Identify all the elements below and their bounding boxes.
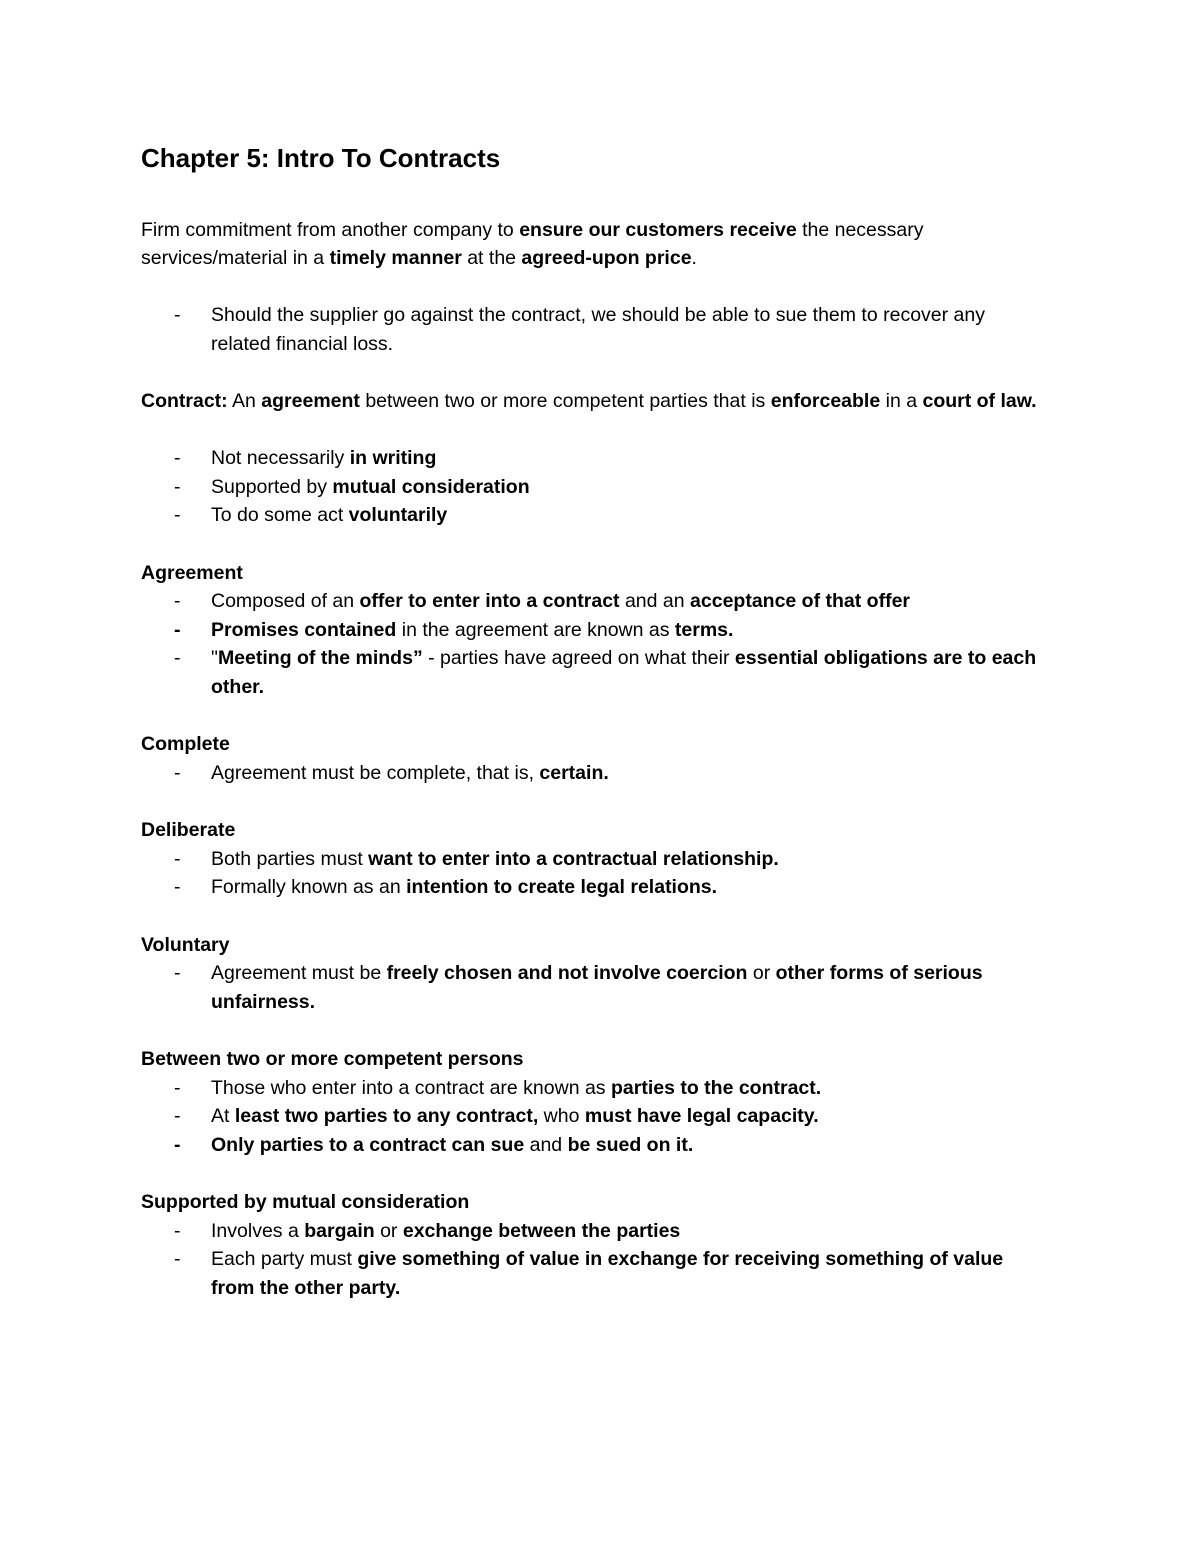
document-body xyxy=(141,301,1050,1302)
list-item xyxy=(141,759,1050,788)
dash-bullet: - xyxy=(174,962,181,984)
dash-bullet: - xyxy=(174,1219,181,1242)
dash-bullet: - xyxy=(174,1248,181,1270)
bold-text: ensure our customers receive xyxy=(519,219,797,241)
bold-text: least two parties to any contract, xyxy=(234,1105,539,1127)
list-item xyxy=(141,1245,1050,1302)
text: Involves a xyxy=(211,1219,305,1242)
dash-bullet: - xyxy=(174,1133,181,1156)
bold-text: certain. xyxy=(539,761,609,784)
list-item xyxy=(141,301,1050,358)
text: or xyxy=(374,1219,403,1242)
bullet-list xyxy=(141,845,1050,902)
text: Should the supplier go against the contract, we should be able to sue them to recover any related financial loss. xyxy=(211,304,985,355)
text: Both parties must xyxy=(211,847,369,870)
text: At xyxy=(211,1105,235,1127)
bold-text: Only parties to a contract can sue xyxy=(211,1133,525,1156)
list-item xyxy=(141,873,1050,902)
text: and xyxy=(524,1133,568,1156)
bold-text: want to enter into a contractual relationship. xyxy=(368,847,779,870)
list-item xyxy=(141,587,1050,616)
bold-text: exchange between the parties xyxy=(402,1219,681,1242)
bold-text: acceptance of that offer xyxy=(690,590,910,612)
section-heading: Agreement xyxy=(141,561,243,584)
text: between two or more competent parties that is xyxy=(359,390,771,412)
text: Supported by xyxy=(211,475,333,498)
text: Formally known as an xyxy=(211,876,407,898)
section-heading: Supported by mutual consideration xyxy=(141,1191,470,1213)
text: Agreement must be xyxy=(211,962,387,984)
bold-text: Meeting of the minds” xyxy=(217,647,423,669)
section-heading: Complete xyxy=(141,733,230,755)
list-item xyxy=(141,473,1050,502)
bold-text: timely manner xyxy=(329,247,462,269)
list-item xyxy=(141,845,1050,874)
text: at the xyxy=(461,247,522,269)
text: Each party must xyxy=(211,1248,358,1270)
section-heading: Voluntary xyxy=(141,933,230,956)
dash-bullet: - xyxy=(174,847,181,870)
bullet-list xyxy=(141,587,1050,701)
bold-text: mutual consideration xyxy=(332,475,530,498)
text: Not necessarily xyxy=(211,447,350,469)
list-item xyxy=(141,501,1050,530)
bold-text: parties to the contract. xyxy=(610,1076,822,1099)
bold-text: be sued on it. xyxy=(567,1133,694,1156)
bold-text: Promises contained xyxy=(211,618,397,641)
bold-text: offer to enter into a contract xyxy=(359,590,620,612)
dash-bullet: - xyxy=(174,1105,181,1127)
dash-bullet: - xyxy=(174,447,181,469)
bold-text: enforceable xyxy=(770,390,881,412)
list-item xyxy=(141,1074,1050,1103)
text: in the agreement are known as xyxy=(396,618,675,641)
bold-text: freely chosen and not involve coercion xyxy=(386,962,748,984)
text: and an xyxy=(619,590,691,612)
text: . xyxy=(691,247,697,269)
bullet-list xyxy=(141,759,1050,788)
dash-bullet: - xyxy=(174,590,181,612)
text: in a xyxy=(880,390,923,412)
bold-text: must have legal capacity. xyxy=(584,1105,819,1127)
dash-bullet: - xyxy=(174,1076,181,1099)
bold-text: intention to create legal relations. xyxy=(406,876,718,898)
list-item xyxy=(141,1217,1050,1246)
intro-paragraph xyxy=(141,216,1050,272)
text: who xyxy=(538,1105,585,1127)
text: or xyxy=(747,962,776,984)
section-heading: Between two or more competent persons xyxy=(141,1048,524,1070)
bold-text: voluntarily xyxy=(348,504,448,526)
bullet-list xyxy=(141,959,1050,1016)
bold-text: bargain xyxy=(304,1219,375,1242)
bold-text: terms. xyxy=(674,618,734,641)
text: " xyxy=(211,647,218,669)
bold-text: agreed-upon price xyxy=(521,247,692,269)
text: the necessary services/material in a xyxy=(141,219,924,269)
list-item xyxy=(141,644,1050,701)
text: Firm commitment from another company to xyxy=(141,219,520,241)
section-heading: Deliberate xyxy=(141,819,236,841)
list-item xyxy=(141,444,1050,473)
bullet-list xyxy=(141,301,1050,358)
dash-bullet: - xyxy=(174,475,181,498)
bold-text: court of law. xyxy=(922,390,1037,412)
list-item xyxy=(141,1131,1050,1160)
list-item xyxy=(141,959,1050,1016)
text: Agreement must be complete, that is, xyxy=(211,761,540,784)
text: Composed of an xyxy=(211,590,360,612)
list-item xyxy=(141,616,1050,645)
bold-text: Contract: xyxy=(141,390,228,412)
dash-bullet: - xyxy=(174,618,181,641)
dash-bullet: - xyxy=(174,504,181,526)
bold-text: give something of value in exchange for receiving something of value from the other party. xyxy=(211,1248,1004,1299)
bold-text: agreement xyxy=(261,390,360,412)
bullet-list xyxy=(141,444,1050,530)
dash-bullet: - xyxy=(174,876,181,898)
text: To do some act xyxy=(211,504,349,526)
dash-bullet: - xyxy=(174,761,181,784)
text: An xyxy=(227,390,262,412)
bold-text: in writing xyxy=(349,447,437,469)
bold-text: essential obligations are to each other. xyxy=(211,647,1037,698)
definition-paragraph xyxy=(141,387,1050,415)
dash-bullet: - xyxy=(174,304,181,326)
text: - parties have agreed on what their xyxy=(422,647,735,669)
bullet-list xyxy=(141,1217,1050,1303)
page-title: Chapter 5: Intro To Contracts xyxy=(141,143,501,173)
list-item xyxy=(141,1102,1050,1131)
text: Those who enter into a contract are known as xyxy=(211,1076,611,1099)
bullet-list xyxy=(141,1074,1050,1160)
bold-text: other forms of serious unfairness. xyxy=(211,962,983,1013)
dash-bullet: - xyxy=(174,647,181,669)
